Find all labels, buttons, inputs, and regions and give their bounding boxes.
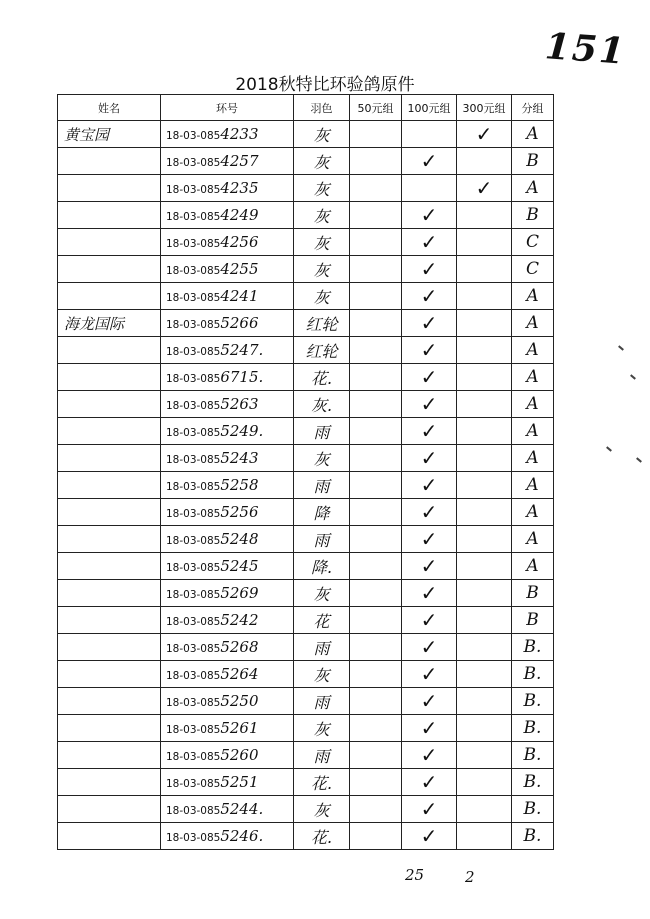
ring-suffix: 4235 (220, 179, 259, 197)
check-300-group (457, 364, 512, 391)
feather-color: 雨 (294, 688, 350, 715)
feather-color: 灰 (294, 175, 350, 202)
check-50-group (350, 256, 402, 283)
ring-suffix: 5268 (220, 638, 259, 656)
header-name: 姓名 (58, 95, 161, 121)
ring-number (161, 391, 294, 418)
owner-name (58, 661, 161, 688)
group-letter: B. (512, 769, 554, 796)
check-50-group (350, 472, 402, 499)
group-letter: B (512, 580, 554, 607)
check-100-group: ✓ (402, 661, 457, 688)
table-row (58, 796, 554, 823)
table-row (58, 310, 554, 337)
ring-number (161, 229, 294, 256)
ring-suffix: 4249 (220, 206, 259, 224)
ring-suffix: 5244. (220, 800, 264, 818)
scan-speck (630, 374, 636, 379)
table-row (58, 499, 554, 526)
feather-color: 雨 (294, 526, 350, 553)
ring-prefix: 18-03-085 (166, 454, 221, 466)
owner-name (58, 715, 161, 742)
header-300-group: 300元组 (457, 95, 512, 121)
check-300-group (457, 553, 512, 580)
feather-color: 花 (294, 607, 350, 634)
check-300-group (457, 823, 512, 850)
check-50-group (350, 364, 402, 391)
ring-prefix: 18-03-085 (166, 697, 221, 709)
ring-number (161, 121, 294, 148)
ring-prefix: 18-03-085 (166, 400, 221, 412)
check-50-group (350, 553, 402, 580)
owner-name (58, 607, 161, 634)
check-50-group (350, 229, 402, 256)
check-50-group (350, 337, 402, 364)
table-row (58, 472, 554, 499)
check-100-group: ✓ (402, 796, 457, 823)
check-300-group (457, 202, 512, 229)
group-letter: A (512, 418, 554, 445)
table-row (58, 391, 554, 418)
check-50-group (350, 148, 402, 175)
feather-color: 降. (294, 553, 350, 580)
feather-color: 灰 (294, 796, 350, 823)
owner-name (58, 283, 161, 310)
owner-name (58, 391, 161, 418)
table-row (58, 580, 554, 607)
owner-name (58, 202, 161, 229)
check-100-group: ✓ (402, 607, 457, 634)
owner-name (58, 742, 161, 769)
ring-suffix: 5242 (220, 611, 259, 629)
check-300-group (457, 661, 512, 688)
feather-color: 红轮 (294, 337, 350, 364)
scan-speck (618, 345, 624, 350)
ring-number (161, 364, 294, 391)
check-100-group: ✓ (402, 769, 457, 796)
header-row (58, 95, 554, 121)
ring-number (161, 418, 294, 445)
group-letter: A (512, 553, 554, 580)
check-50-group (350, 688, 402, 715)
owner-name (58, 769, 161, 796)
ring-prefix: 18-03-085 (166, 832, 221, 844)
ring-suffix: 5266 (220, 314, 259, 332)
check-100-group: ✓ (402, 688, 457, 715)
group-letter: A (512, 391, 554, 418)
check-300-group (457, 688, 512, 715)
ring-number (161, 823, 294, 850)
check-300-group (457, 796, 512, 823)
table-row (58, 634, 554, 661)
check-100-group: ✓ (402, 472, 457, 499)
check-50-group (350, 823, 402, 850)
owner-name (58, 688, 161, 715)
owner-name (58, 337, 161, 364)
check-50-group (350, 283, 402, 310)
feather-color: 雨 (294, 634, 350, 661)
group-letter: A (512, 283, 554, 310)
verification-table (57, 94, 554, 850)
ring-prefix: 18-03-085 (166, 535, 221, 547)
check-100-group: ✓ (402, 202, 457, 229)
owner-name: 海龙国际 (58, 310, 161, 337)
check-50-group (350, 634, 402, 661)
ring-number (161, 202, 294, 229)
check-300-group (457, 418, 512, 445)
ring-prefix: 18-03-085 (166, 751, 221, 763)
ring-number (161, 661, 294, 688)
owner-name (58, 499, 161, 526)
header-100-group: 100元组 (402, 95, 457, 121)
ring-suffix: 4241 (220, 287, 259, 305)
check-300-group (457, 742, 512, 769)
check-300-group (457, 148, 512, 175)
ring-prefix: 18-03-085 (166, 130, 221, 142)
feather-color: 灰 (294, 580, 350, 607)
group-letter: B (512, 607, 554, 634)
ring-prefix: 18-03-085 (166, 508, 221, 520)
group-letter: B. (512, 634, 554, 661)
check-100-group: ✓ (402, 499, 457, 526)
ring-prefix: 18-03-085 (166, 292, 221, 304)
group-letter: A (512, 472, 554, 499)
group-letter: C (512, 256, 554, 283)
ring-suffix: 5245 (220, 557, 259, 575)
check-100-group (402, 175, 457, 202)
feather-color: 灰 (294, 229, 350, 256)
ring-prefix: 18-03-085 (166, 427, 221, 439)
check-100-group: ✓ (402, 337, 457, 364)
ring-suffix: 5264 (220, 665, 259, 683)
check-50-group (350, 715, 402, 742)
owner-name (58, 553, 161, 580)
owner-name (58, 148, 161, 175)
ring-number (161, 310, 294, 337)
table-row (58, 769, 554, 796)
table-row (58, 688, 554, 715)
feather-color: 灰 (294, 256, 350, 283)
group-letter: B. (512, 742, 554, 769)
check-100-group: ✓ (402, 634, 457, 661)
ring-prefix: 18-03-085 (166, 481, 221, 493)
ring-number (161, 526, 294, 553)
table-row (58, 715, 554, 742)
ring-prefix: 18-03-085 (166, 643, 221, 655)
group-letter: B (512, 202, 554, 229)
ring-prefix: 18-03-085 (166, 805, 221, 817)
feather-color: 红轮 (294, 310, 350, 337)
table-row (58, 283, 554, 310)
check-100-group: ✓ (402, 229, 457, 256)
table-row (58, 418, 554, 445)
ring-suffix: 4233 (220, 125, 259, 143)
check-300-group (457, 337, 512, 364)
group-letter: B (512, 148, 554, 175)
check-300-group (457, 634, 512, 661)
ring-number (161, 607, 294, 634)
ring-suffix: 4255 (220, 260, 259, 278)
ring-number (161, 283, 294, 310)
owner-name (58, 634, 161, 661)
feather-color: 灰 (294, 715, 350, 742)
page-title: 2018秋特比环验鸽原件 (235, 75, 415, 95)
owner-name (58, 526, 161, 553)
check-100-group: ✓ (402, 391, 457, 418)
owner-name: 黄宝园 (58, 121, 161, 148)
check-50-group (350, 202, 402, 229)
check-100-group: ✓ (402, 580, 457, 607)
ring-prefix: 18-03-085 (166, 616, 221, 628)
ring-suffix: 5250 (220, 692, 259, 710)
group-letter: A (512, 499, 554, 526)
feather-color: 灰 (294, 148, 350, 175)
table-row (58, 148, 554, 175)
check-50-group (350, 742, 402, 769)
ring-number (161, 148, 294, 175)
check-50-group (350, 499, 402, 526)
check-300-group (457, 769, 512, 796)
check-300-group (457, 607, 512, 634)
group-letter: A (512, 175, 554, 202)
ring-prefix: 18-03-085 (166, 346, 221, 358)
ring-number (161, 742, 294, 769)
check-300-group (457, 445, 512, 472)
table-row (58, 229, 554, 256)
check-100-group: ✓ (402, 715, 457, 742)
owner-name (58, 364, 161, 391)
check-100-group: ✓ (402, 526, 457, 553)
group-letter: A (512, 337, 554, 364)
check-50-group (350, 418, 402, 445)
table-row (58, 256, 554, 283)
check-50-group (350, 121, 402, 148)
ring-suffix: 5249. (220, 422, 264, 440)
ring-suffix: 5261 (220, 719, 259, 737)
ring-prefix: 18-03-085 (166, 589, 221, 601)
feather-color: 雨 (294, 472, 350, 499)
ring-suffix: 5256 (220, 503, 259, 521)
group-letter: A (512, 364, 554, 391)
feather-color: 灰. (294, 391, 350, 418)
scan-speck (636, 457, 642, 462)
check-100-group: ✓ (402, 742, 457, 769)
feather-color: 花. (294, 769, 350, 796)
ring-prefix: 18-03-085 (166, 778, 221, 790)
check-300-group (457, 256, 512, 283)
feather-color: 灰 (294, 283, 350, 310)
feather-color: 降 (294, 499, 350, 526)
owner-name (58, 445, 161, 472)
group-letter: A (512, 121, 554, 148)
check-300-group (457, 283, 512, 310)
check-100-group: ✓ (402, 148, 457, 175)
header-ring-number: 环号 (161, 95, 294, 121)
check-100-group: ✓ (402, 283, 457, 310)
ring-prefix: 18-03-085 (166, 319, 221, 331)
header-50-group: 50元组 (350, 95, 402, 121)
check-100-group: ✓ (402, 553, 457, 580)
check-300-group (457, 715, 512, 742)
group-letter: B. (512, 661, 554, 688)
feather-color: 灰 (294, 202, 350, 229)
ring-prefix: 18-03-085 (166, 184, 221, 196)
check-300-group (457, 526, 512, 553)
check-100-group: ✓ (402, 823, 457, 850)
check-300-group: ✓ (457, 121, 512, 148)
table-row (58, 175, 554, 202)
ring-suffix: 5269 (220, 584, 259, 602)
feather-color: 灰 (294, 445, 350, 472)
table-row (58, 337, 554, 364)
table-row (58, 202, 554, 229)
check-50-group (350, 445, 402, 472)
check-50-group (350, 607, 402, 634)
group-letter: B. (512, 688, 554, 715)
table-row (58, 661, 554, 688)
owner-name (58, 256, 161, 283)
check-50-group (350, 769, 402, 796)
group-letter: A (512, 526, 554, 553)
owner-name (58, 175, 161, 202)
ring-number (161, 256, 294, 283)
owner-name (58, 472, 161, 499)
table-row (58, 607, 554, 634)
owner-name (58, 796, 161, 823)
ring-suffix: 5260 (220, 746, 259, 764)
ring-prefix: 18-03-085 (166, 265, 221, 277)
scan-speck (606, 446, 612, 451)
ring-prefix: 18-03-085 (166, 562, 221, 574)
feather-color: 灰 (294, 661, 350, 688)
check-300-group (457, 310, 512, 337)
check-50-group (350, 796, 402, 823)
owner-name (58, 580, 161, 607)
check-50-group (350, 310, 402, 337)
check-50-group (350, 661, 402, 688)
table-row (58, 553, 554, 580)
footer-total-300: 2 (465, 868, 475, 886)
ring-number (161, 634, 294, 661)
ring-number (161, 499, 294, 526)
ring-number (161, 445, 294, 472)
footer-total-100: 25 (405, 866, 425, 884)
group-letter: B. (512, 715, 554, 742)
ring-number (161, 553, 294, 580)
group-letter: B. (512, 823, 554, 850)
check-300-group: ✓ (457, 175, 512, 202)
page-number: 151 (543, 25, 628, 73)
feather-color: 雨 (294, 418, 350, 445)
ring-prefix: 18-03-085 (166, 670, 221, 682)
check-100-group: ✓ (402, 418, 457, 445)
check-300-group (457, 499, 512, 526)
ring-suffix: 5258 (220, 476, 259, 494)
ring-suffix: 5248 (220, 530, 259, 548)
check-50-group (350, 580, 402, 607)
ring-prefix: 18-03-085 (166, 211, 221, 223)
check-50-group (350, 526, 402, 553)
ring-suffix: 6715. (220, 368, 264, 386)
ring-number (161, 688, 294, 715)
ring-number (161, 472, 294, 499)
ring-number (161, 337, 294, 364)
ring-suffix: 5243 (220, 449, 259, 467)
header-feather-color: 羽色 (294, 95, 350, 121)
table-row (58, 742, 554, 769)
owner-name (58, 823, 161, 850)
header-group: 分组 (512, 95, 554, 121)
ring-prefix: 18-03-085 (166, 238, 221, 250)
ring-suffix: 5263 (220, 395, 259, 413)
ring-suffix: 4256 (220, 233, 259, 251)
feather-color: 雨 (294, 742, 350, 769)
ring-number (161, 715, 294, 742)
table-row (58, 445, 554, 472)
check-100-group: ✓ (402, 310, 457, 337)
group-letter: A (512, 310, 554, 337)
ring-number (161, 175, 294, 202)
ring-suffix: 5246. (220, 827, 264, 845)
ring-number (161, 580, 294, 607)
owner-name (58, 229, 161, 256)
feather-color: 花. (294, 364, 350, 391)
check-100-group: ✓ (402, 364, 457, 391)
group-letter: A (512, 445, 554, 472)
ring-number (161, 796, 294, 823)
table-row (58, 526, 554, 553)
ring-number (161, 769, 294, 796)
ring-prefix: 18-03-085 (166, 157, 221, 169)
ring-suffix: 5251 (220, 773, 259, 791)
ring-prefix: 18-03-085 (166, 724, 221, 736)
feather-color: 花. (294, 823, 350, 850)
check-300-group (457, 229, 512, 256)
ring-suffix: 4257 (220, 152, 259, 170)
owner-name (58, 418, 161, 445)
table-row (58, 823, 554, 850)
group-letter: B. (512, 796, 554, 823)
ring-prefix: 18-03-085 (166, 373, 221, 385)
check-300-group (457, 580, 512, 607)
check-100-group: ✓ (402, 445, 457, 472)
check-100-group: ✓ (402, 256, 457, 283)
table-row (58, 364, 554, 391)
check-50-group (350, 175, 402, 202)
check-100-group (402, 121, 457, 148)
table-row (58, 121, 554, 148)
check-50-group (350, 391, 402, 418)
check-300-group (457, 391, 512, 418)
group-letter: C (512, 229, 554, 256)
check-300-group (457, 472, 512, 499)
feather-color: 灰 (294, 121, 350, 148)
ring-suffix: 5247. (220, 341, 264, 359)
